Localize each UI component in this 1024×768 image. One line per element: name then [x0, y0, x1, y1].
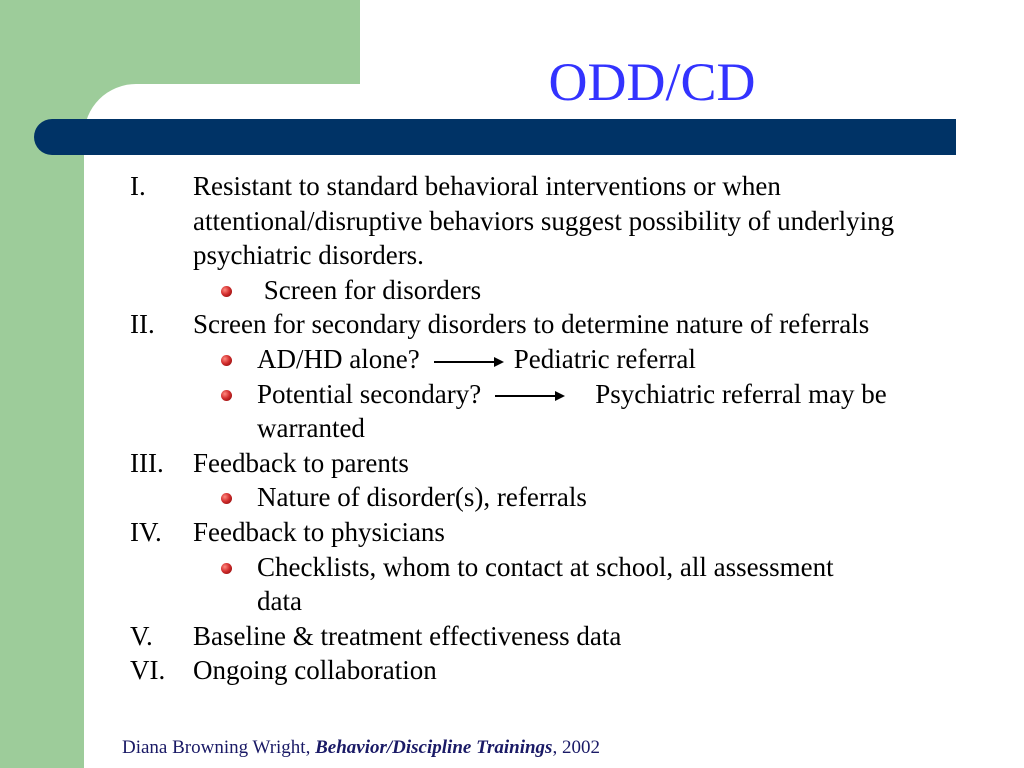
sub-item-text: Screen for disorders — [257, 274, 482, 305]
arrow-right-icon — [434, 352, 504, 372]
sub-item — [125, 342, 955, 377]
bullet-icon — [221, 355, 232, 366]
sub-item-left-text: AD/HD alone? — [257, 343, 420, 374]
list-item — [125, 515, 955, 550]
sub-item — [125, 273, 955, 308]
arrow-right-icon — [495, 386, 565, 406]
item-number: II. — [130, 309, 155, 340]
sub-item — [125, 377, 955, 446]
bullet-icon — [221, 493, 232, 504]
item-number: V. — [130, 620, 153, 651]
item-number: III. — [130, 447, 164, 478]
sub-item — [125, 550, 955, 619]
slide-title: ODD/CD — [548, 52, 756, 112]
list-item — [125, 653, 955, 688]
sub-item-text: Checklists, whom to contact at school, all assessment data — [257, 551, 834, 617]
bullet-icon — [221, 286, 232, 297]
sub-item-right-text: Psychiatric referral may be warranted — [257, 378, 887, 444]
slide-footer — [122, 736, 600, 760]
list-item — [125, 446, 955, 481]
item-text: Ongoing collaboration — [193, 655, 437, 686]
title-divider-bar — [34, 119, 956, 155]
item-text: Baseline & treatment effectiveness data — [193, 620, 622, 651]
item-number: IV. — [130, 516, 162, 547]
list-item — [125, 307, 955, 342]
sub-item-text: Nature of disorder(s), referrals — [257, 482, 587, 513]
list-item — [125, 169, 955, 273]
item-number: VI. — [130, 655, 166, 686]
item-text: Feedback to physicians — [193, 516, 445, 547]
item-text: Screen for secondary disorders to determine nature of referrals — [193, 309, 870, 340]
footer-author: Diana Browning Wright, — [122, 737, 316, 758]
list-item — [125, 619, 955, 654]
item-text: Feedback to parents — [193, 447, 409, 478]
item-text: Resistant to standard behavioral interventions or when attentional/disruptive behaviors suggest possibility of underlying psychiatric disorders. — [193, 171, 895, 271]
sub-item — [125, 480, 955, 515]
footer-year: , 2002 — [552, 737, 600, 758]
bullet-icon — [221, 390, 232, 401]
sub-item-left-text: Potential secondary? — [257, 378, 482, 409]
item-number: I. — [130, 171, 146, 201]
slide-content — [125, 169, 955, 688]
sub-item-right-text: Pediatric referral — [513, 343, 696, 374]
bullet-icon — [221, 563, 232, 574]
footer-work-title: Behavior/Discipline Trainings — [315, 737, 553, 758]
